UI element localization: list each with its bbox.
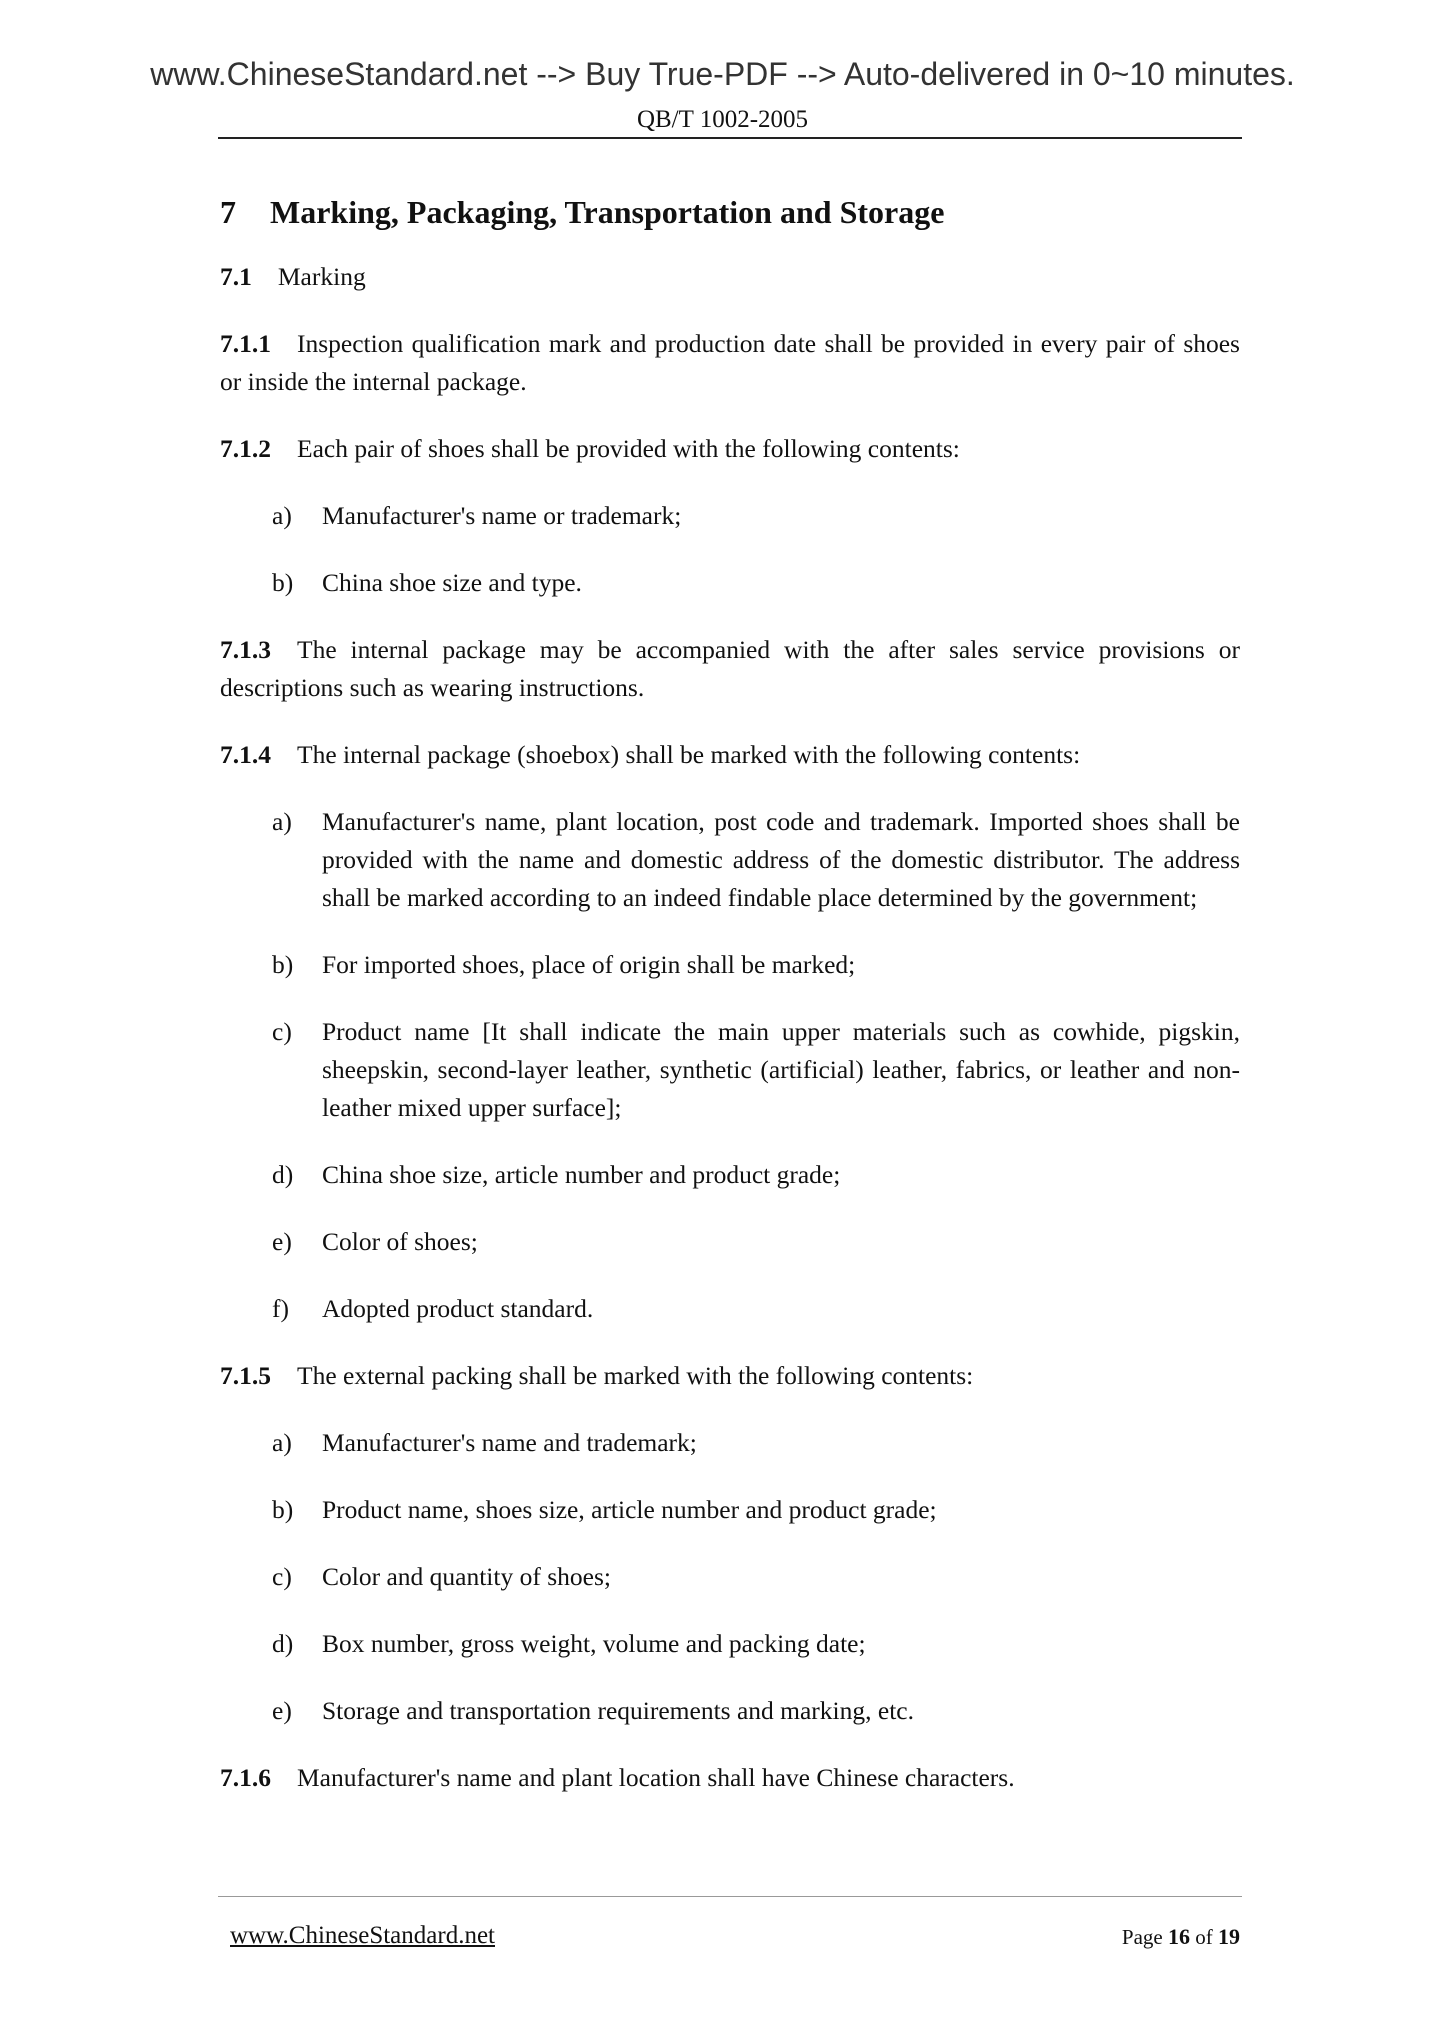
list-item-label: b): [272, 1495, 294, 1524]
list-item: [272, 803, 1240, 917]
clause-number: 7.1.1: [220, 329, 271, 358]
clause-number: 7.1.4: [220, 740, 271, 769]
footer-divider: [218, 1896, 1242, 1897]
list-item: [272, 564, 1240, 602]
list-item-text: Product name, shoes size, article number and product grade;: [322, 1495, 937, 1524]
header-banner: www.ChineseStandard.net --> Buy True-PDF --> Auto-delivered in 0~10 minutes.: [150, 56, 1295, 92]
list-item: [272, 1491, 1240, 1529]
list-item: [272, 1290, 1240, 1328]
list-item-label: d): [272, 1160, 294, 1189]
clause-7-1-5: [220, 1357, 1240, 1395]
clause-number: 7.1.3: [220, 635, 271, 664]
clause-text: Each pair of shoes shall be provided with the following contents:: [297, 434, 960, 463]
page-current: 16: [1168, 1924, 1190, 1949]
list-item-label: a): [272, 501, 292, 530]
list-item-label: e): [272, 1227, 292, 1256]
list-item-label: b): [272, 568, 294, 597]
clause-number: 7.1.2: [220, 434, 271, 463]
clause-number: 7.1.5: [220, 1361, 271, 1390]
list-item-label: b): [272, 950, 294, 979]
list-item: [272, 1156, 1240, 1194]
list-item: [272, 1223, 1240, 1261]
list-item-text: China shoe size, article number and product grade;: [322, 1160, 841, 1189]
list-item: [272, 497, 1240, 535]
list-item-label: c): [272, 1562, 292, 1591]
list-item-label: a): [272, 1428, 292, 1457]
list-item: [272, 1424, 1240, 1462]
list-item-text: For imported shoes, place of origin shall be marked;: [322, 950, 856, 979]
page-total: 19: [1218, 1924, 1240, 1949]
section-heading: [220, 192, 1240, 232]
list-item-text: Product name [It shall indicate the main upper materials such as cowhide, pigskin, sheepskin, second-layer leather, synthetic (artificial) leather, fabrics, or leather and non-leather mixed upper surface];: [322, 1017, 1240, 1122]
list-item-label: d): [272, 1629, 294, 1658]
list-item-label: e): [272, 1696, 292, 1725]
subsection-number: 7.1: [220, 262, 252, 291]
page-number: [1112, 1924, 1240, 1950]
clause-7-1-1: [220, 325, 1240, 401]
list-item-text: China shoe size and type.: [322, 568, 582, 597]
clause-text: The internal package (shoebox) shall be marked with the following contents:: [297, 740, 1081, 769]
clause-number: 7.1.6: [220, 1763, 271, 1792]
list-item-text: Manufacturer's name or trademark;: [322, 501, 682, 530]
clause-7-1-4: [220, 736, 1240, 774]
clause-text: Manufacturer's name and plant location shall have Chinese characters.: [297, 1763, 1015, 1792]
subsection-title: Marking: [277, 262, 366, 291]
clause-7-1-2: [220, 430, 1240, 468]
list-item-text: Storage and transportation requirements and marking, etc.: [322, 1696, 914, 1725]
list-item-text: Color of shoes;: [322, 1227, 478, 1256]
of-word: of: [1195, 1925, 1213, 1949]
list-item-text: Manufacturer's name, plant location, post code and trademark. Imported shoes shall be provided with the name and domestic address of the domestic distributor. The address shall be marked according to an indeed findable place determined by the government;: [322, 807, 1240, 912]
list-item-label: c): [272, 1017, 292, 1046]
list-item-label: a): [272, 807, 292, 836]
list-item: [272, 1013, 1240, 1127]
list-item-text: Color and quantity of shoes;: [322, 1562, 611, 1591]
header-divider: [218, 137, 1242, 139]
clause-text: Inspection qualification mark and production date shall be provided in every pair of shoes or inside the internal package.: [220, 329, 1240, 396]
clause-text: The internal package may be accompanied with the after sales service provisions or descriptions such as wearing instructions.: [220, 635, 1240, 702]
section-title: Marking, Packaging, Transportation and Storage: [270, 194, 945, 230]
page-content: [220, 192, 1240, 1826]
subsection-heading: [220, 258, 1240, 296]
list-item: [272, 946, 1240, 984]
section-number: 7: [220, 194, 236, 230]
clause-7-1-6: [220, 1759, 1240, 1797]
list-item-text: Box number, gross weight, volume and packing date;: [322, 1629, 866, 1658]
list-item: [272, 1625, 1240, 1663]
list-item: [272, 1692, 1240, 1730]
list-item-label: f): [272, 1294, 289, 1323]
list-item-text: Adopted product standard.: [322, 1294, 594, 1323]
list-item: [272, 1558, 1240, 1596]
clause-text: The external packing shall be marked with the following contents:: [297, 1361, 974, 1390]
clause-7-1-3: [220, 631, 1240, 707]
list-item-text: Manufacturer's name and trademark;: [322, 1428, 697, 1457]
footer-website-link[interactable]: www.ChineseStandard.net: [230, 1922, 495, 1949]
document-code: QB/T 1002-2005: [636, 106, 809, 133]
page-word: Page: [1121, 1925, 1163, 1949]
